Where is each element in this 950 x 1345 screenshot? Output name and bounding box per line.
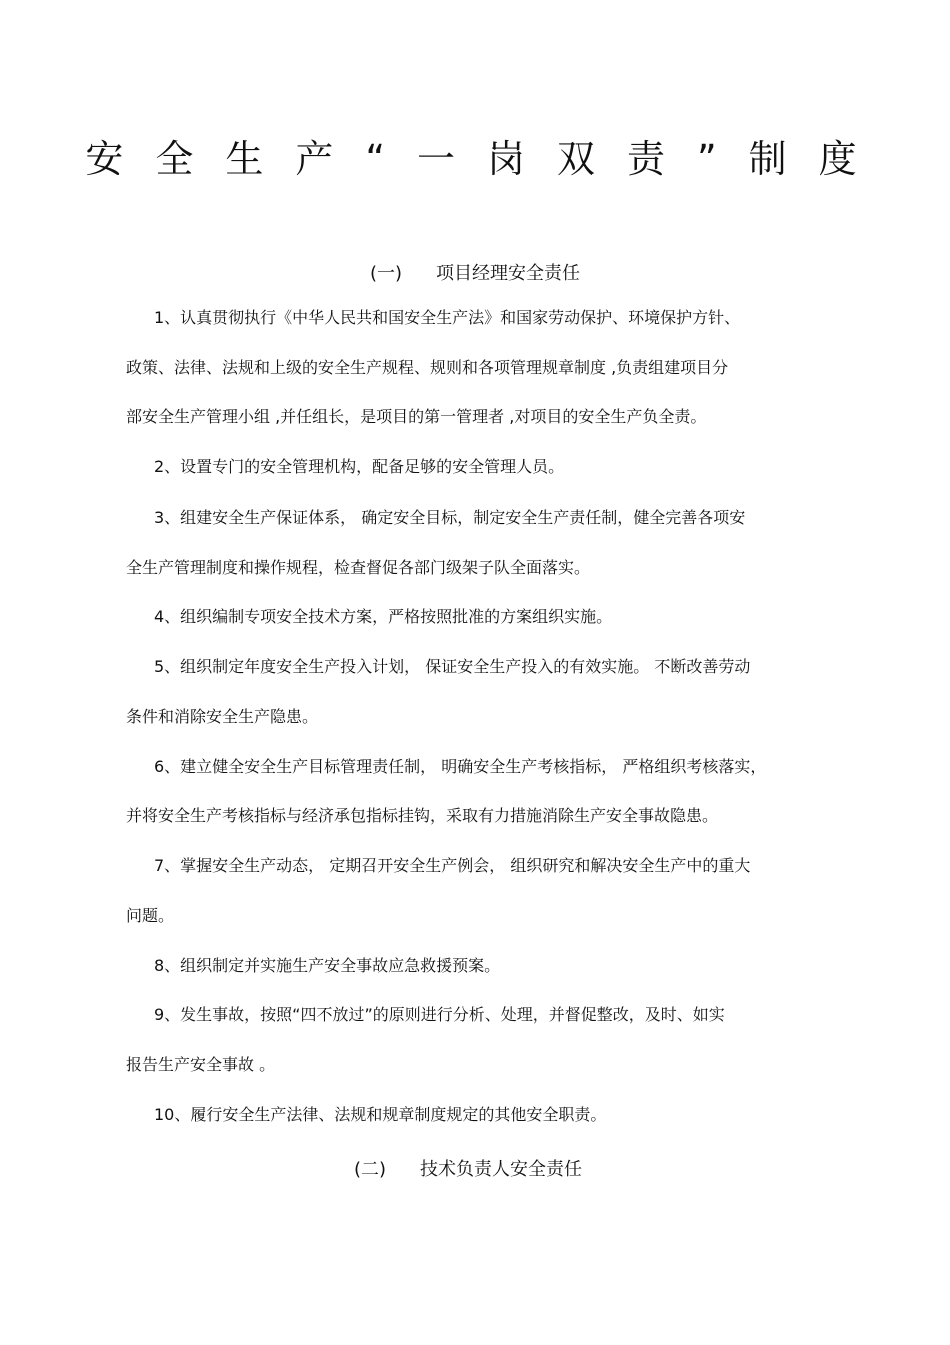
paragraph-line: 6、建立健全安全生产目标管理责任制， 明确安全生产考核指标， 严格组织考核落实， [154,757,767,776]
section-heading-1 [0,259,950,285]
paragraph-line: 8、组织制定并实施生产安全事故应急救援预案。 [154,956,501,975]
paragraph-line: 1、认真贯彻执行《中华人民共和国安全生产法》和国家劳动保护、环境保护方针、 [154,308,741,327]
paragraph-line: 全生产管理制度和操作规程，检查督促各部门级架子队全面落实。 [126,558,591,577]
section-number: (二) [353,1159,387,1180]
paragraph-line: 报告生产安全事故 。 [126,1055,276,1074]
section-number: (一) [369,263,403,284]
document-title: 安全生产“一岗双责”制度 [85,137,889,181]
section-title: 项目经理安全责任 [436,263,581,284]
paragraph-line: 2、设置专门的安全管理机构，配备足够的安全管理人员。 [154,457,565,476]
paragraph-line: 4、组织编制专项安全技术方案，严格按照批准的方案组织实施。 [154,607,613,626]
section-title: 技术负责人安全责任 [420,1159,583,1180]
paragraph-line: 并将安全生产考核指标与经济承包指标挂钩，采取有力措施消除生产安全事故隐患。 [126,806,719,825]
paragraph-line: 9、发生事故，按照“四不放过”的原则进行分析、处理，并督促整改，及时、如实 [154,1005,725,1024]
paragraph-line: 问题。 [126,906,175,925]
paragraph-line: 7、掌握安全生产动态， 定期召开安全生产例会， 组织研究和解决安全生产中的重大 [154,856,751,875]
paragraph-line: 部安全生产管理小组 ,并任组长，是项目的第一管理者 ,对项目的安全生产负全责。 [126,407,707,426]
section-heading-2 [0,1155,950,1181]
paragraph-line: 政策、法律、法规和上级的安全生产规程、规则和各项管理规章制度 ,负责组建项目分 [126,358,729,377]
paragraph-line: 10、履行安全生产法律、法规和规章制度规定的其他安全职责。 [154,1105,607,1124]
paragraph-line: 5、组织制定年度安全生产投入计划， 保证安全生产投入的有效实施。 不断改善劳动 [154,657,751,676]
paragraph-line: 3、组建安全生产保证体系， 确定安全目标，制定安全生产责任制，健全完善各项安 [154,508,746,527]
paragraph-line: 条件和消除安全生产隐患。 [126,707,319,726]
